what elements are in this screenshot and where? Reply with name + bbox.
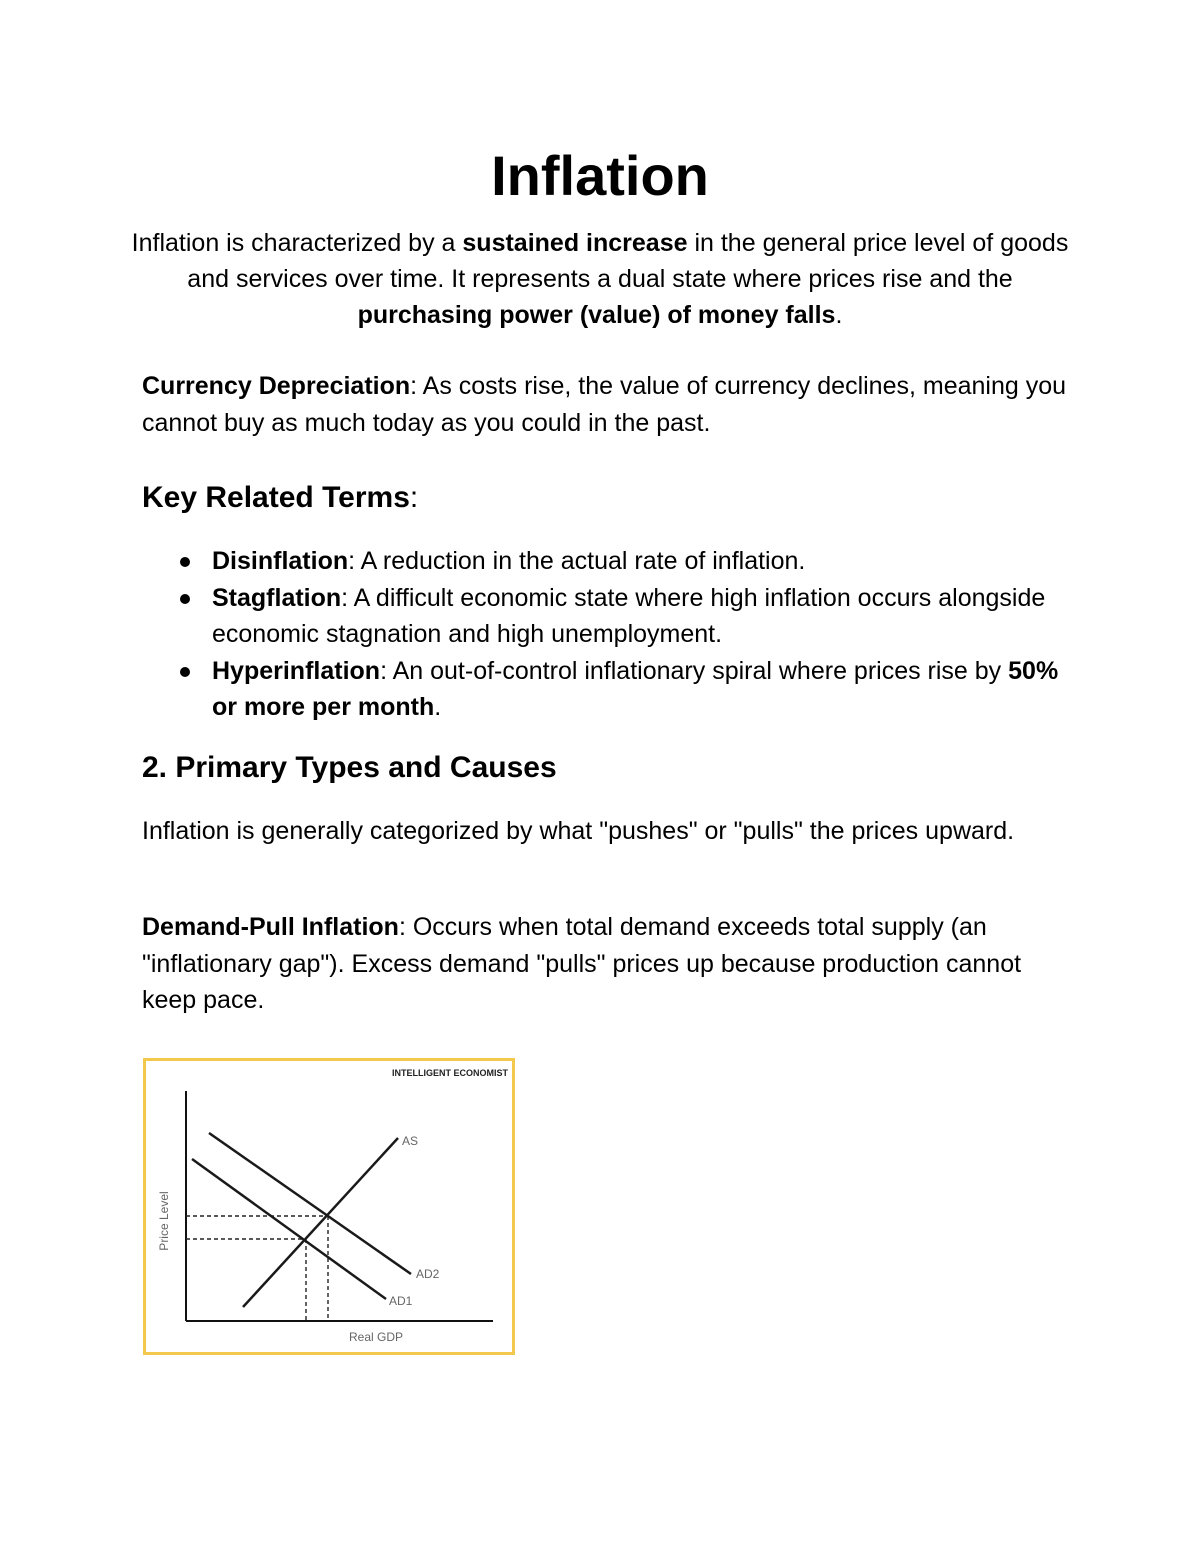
- term-definition: : An out-of-control inflationary spiral where prices rise by: [380, 656, 1009, 685]
- bullet-icon: [180, 594, 190, 604]
- currency-depreciation-text: : As costs rise, the value of currency declines, meaning you cannot buy as much today as you could in the past.: [142, 372, 1067, 437]
- ad-as-chart-svg: [146, 1061, 512, 1352]
- section-2-intro: Inflation is generally categorized by what "pushes" or "pulls" the prices upward.: [142, 817, 1015, 845]
- intro-text-2: in the general price level of goods and services over time. It represents a dual state where prices rise and the: [187, 229, 1069, 293]
- key-terms-list: [142, 543, 1072, 726]
- list-item: [142, 580, 1072, 653]
- ad1-curve: [192, 1159, 386, 1299]
- as-curve: [243, 1138, 398, 1307]
- key-terms-heading: [142, 478, 1072, 518]
- ad1-label: AD1: [389, 1294, 413, 1308]
- term-name: Hyperinflation: [212, 656, 381, 685]
- bullet-icon: [180, 557, 190, 567]
- list-item: [142, 653, 1072, 726]
- term-definition: : A reduction in the actual rate of inflation.: [348, 547, 806, 575]
- term-definition: : A difficult economic state where high inflation occurs alongside economic stagnation and high unemployment.: [212, 583, 1046, 648]
- y-axis-label: Price Level: [157, 1191, 171, 1251]
- currency-depreciation-paragraph: [142, 368, 1072, 441]
- bullet-icon: [180, 667, 190, 677]
- term-bold-tail: 50% or more per month: [212, 656, 1059, 721]
- key-terms-heading-colon: :: [409, 481, 419, 514]
- section-2-heading: 2. Primary Types and Causes: [142, 751, 557, 784]
- intro-bold-1: sustained increase: [462, 229, 688, 257]
- intro-bold-2: purchasing power (value) of money falls: [357, 301, 836, 329]
- term-tail-end: .: [434, 693, 442, 721]
- currency-depreciation-term: Currency Depreciation: [142, 372, 411, 400]
- chart-watermark: INTELLIGENT ECONOMIST: [392, 1068, 508, 1078]
- list-item: [142, 543, 1072, 580]
- intro-text-3: .: [835, 301, 843, 329]
- ad2-curve: [209, 1133, 411, 1274]
- demand-pull-text: : Occurs when total demand exceeds total supply (an "inflationary gap"). Excess demand "pulls" prices up because production cannot keep pace.: [142, 913, 1022, 1014]
- ad-as-chart: [143, 1058, 515, 1355]
- key-terms-heading-text: Key Related Terms: [142, 481, 410, 514]
- ad2-label: AD2: [416, 1267, 440, 1281]
- intro-paragraph: [120, 225, 1080, 333]
- intro-text-1: Inflation is characterized by a: [131, 229, 463, 257]
- term-name: Disinflation: [212, 547, 349, 575]
- term-name: Stagflation: [212, 583, 342, 612]
- x-axis-label: Real GDP: [348, 1330, 404, 1344]
- as-label: AS: [402, 1134, 419, 1148]
- demand-pull-paragraph: [142, 909, 1072, 1019]
- demand-pull-term: Demand-Pull Inflation: [142, 913, 399, 941]
- page-title: Inflation: [491, 144, 709, 207]
